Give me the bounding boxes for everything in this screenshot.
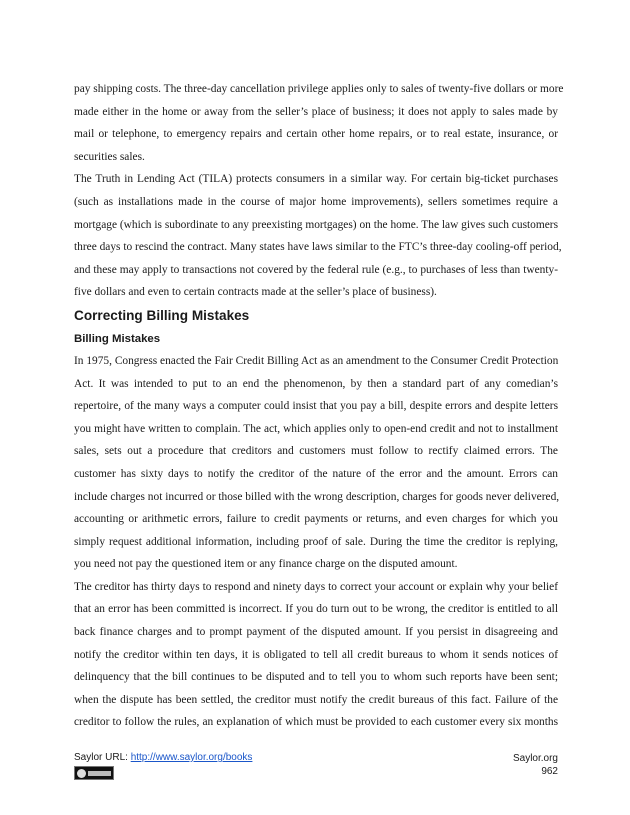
text-line: sales, sets out a procedure that creditors and customers must follow to rectify claimed errors. The (74, 445, 558, 458)
text-line: The Truth in Lending Act (TILA) protects consumers in a similar way. For certain big-ticket purchases (74, 173, 558, 186)
footer-source-label: Saylor URL: (74, 752, 131, 763)
text-line: creditor to follow the rules, an explanation of which must be provided to each customer every six months (74, 716, 558, 729)
subsection-heading: Billing Mistakes (74, 332, 161, 345)
section-heading: Correcting Billing Mistakes (74, 307, 250, 323)
text-line: securities sales. (74, 150, 145, 163)
text-line: three days to rescind the contract. Many states have laws similar to the FTC’s three-day cooling-off period, (74, 241, 562, 254)
text-line: that an error has been committed is incorrect. If you do turn out to be wrong, the creditor is entitled to all (74, 603, 558, 616)
text-line: In 1975, Congress enacted the Fair Credit Billing Act as an amendment to the Consumer Credit Protection (74, 354, 559, 367)
paragraph (74, 168, 562, 304)
page-number: 962 (541, 766, 558, 777)
text-line: repertoire, of the many ways a computer could insist that you pay a bill, despite errors and despite letters (74, 400, 558, 413)
source-url-link[interactable]: http://www.saylor.org/books (130, 752, 253, 763)
text-line: and these may apply to transactions not covered by the federal rule (e.g., to purchases of less than twenty- (74, 263, 558, 276)
text-line: made either in the home or away from the seller’s place of business; it does not apply to sales made by (74, 105, 558, 118)
text-line: you might have written to complain. The act, which applies only to open-end credit and not to installment (74, 422, 558, 435)
text-line: delinquency that the bill continues to be disputed and to tell you to whom such reports have been sent; (74, 671, 558, 684)
paragraph (74, 350, 558, 576)
text-line: five dollars and even to certain contracts made at the seller’s place of business). (74, 286, 437, 299)
text-line: The creditor has thirty days to respond and ninety days to correct your account or explain why your belief (74, 580, 558, 593)
text-line: you need not pay the questioned item or any finance charge on the disputed amount. (74, 558, 458, 571)
paragraph (74, 78, 564, 168)
text-line: include charges not incurred or those billed with the wrong description, charges for goods never delivered, (74, 490, 560, 503)
text-line: customer has sixty days to notify the creditor of the nature of the error and the amount. Errors can (74, 467, 558, 480)
creative-commons-by-nc-sa-icon (74, 766, 114, 780)
text-line: (such as installations made in the course of major home improvements), sellers sometimes require a (74, 195, 558, 208)
text-line: mail or telephone, to emergency repairs and certain other home repairs, or to real estate, insurance, or (74, 128, 558, 141)
text-line: back finance charges and to prompt payment of the disputed amount. If you persist in disagreeing and (74, 626, 558, 639)
footer-site: Saylor.org (512, 753, 558, 764)
page-content (74, 78, 564, 734)
text-line: when the dispute has been settled, the creditor must notify the credit bureaus of this fact. Failure of the (74, 693, 558, 706)
text-line: simply request additional information, including proof of sale. During the time the creditor is replying, (74, 535, 558, 548)
text-line: accounting or arithmetic errors, failure to credit payments or returns, and even charges for which you (74, 513, 558, 526)
text-line: mortgage (which is subordinate to any preexisting mortgages) on the home. The law gives such customers (74, 218, 558, 231)
text-line: Act. It was intended to put to an end the phenomenon, by then a standard part of any comedian’s (74, 377, 558, 390)
footer-source (74, 752, 252, 763)
text-line: pay shipping costs. The three-day cancellation privilege applies only to sales of twenty-five dollars or more (74, 83, 564, 95)
text-line: notify the creditor within ten days, it is obligated to tell all credit bureaus to whom it sends notices of (74, 648, 558, 661)
paragraph (74, 576, 558, 734)
footer-right (513, 752, 558, 778)
